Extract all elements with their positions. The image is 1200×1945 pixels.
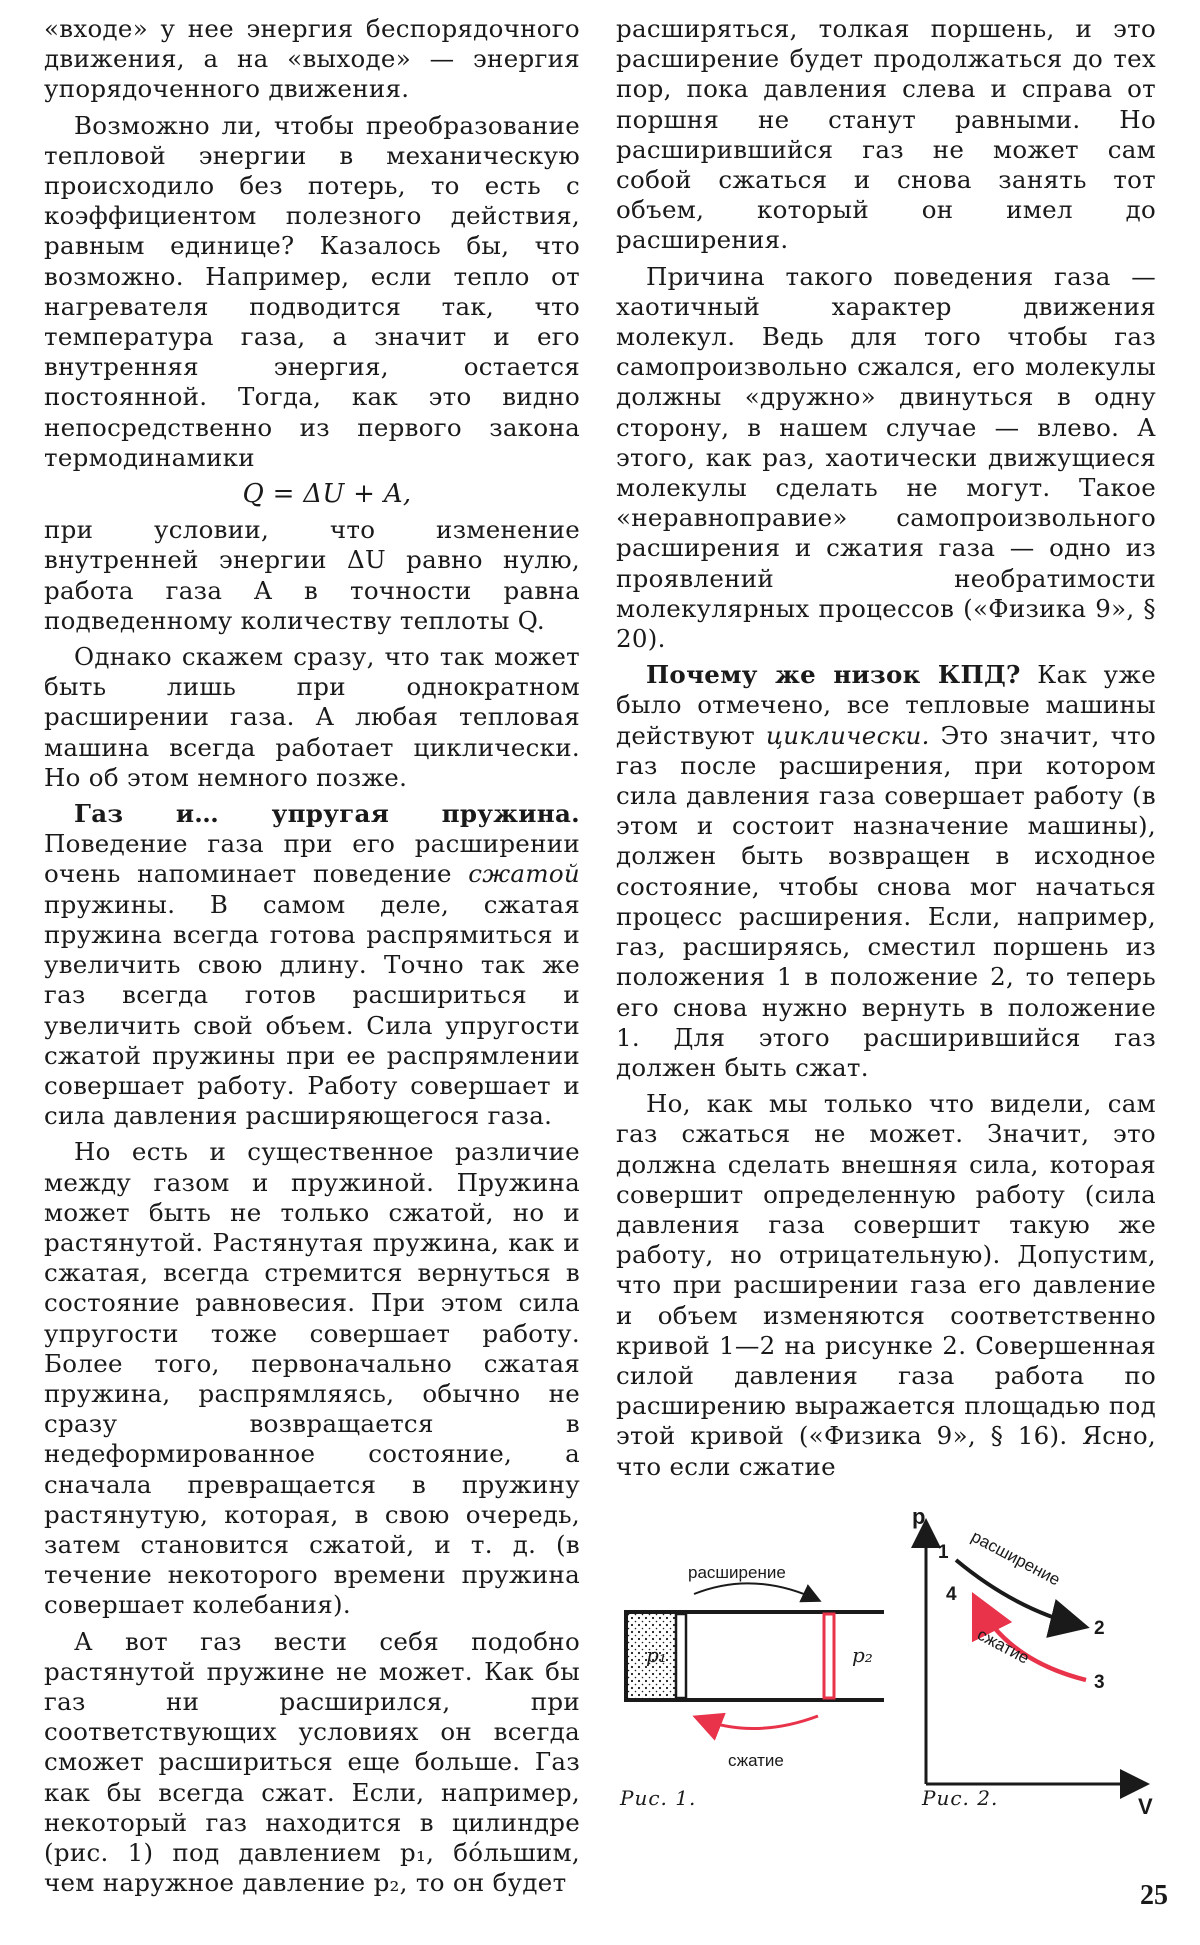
paragraph: Возможно ли, чтобы преобразование тепловой энергии в механическую происходило без потерь, то есть с коэффициентом полезного действия, равным единице? Казалось бы, что возможно. Например, если тепло от нагревателя подводится так, что температура газа, а значит и его внутренняя энергия, остается постоянной. Тогда, как это видно непосредственно из первого закона термодинамики (44, 110, 580, 472)
paragraph (616, 660, 1156, 1083)
left-column (44, 14, 580, 1898)
point-1-label: 1 (938, 1542, 949, 1563)
paragraph-text: Поведение газа при его расширении очень напоминает поведение (44, 829, 580, 889)
paragraph: при условии, что изменение внутренней энергии ΔU равно нулю, работа газа A в точности равна подведенному количеству теплоты Q. (44, 515, 580, 635)
paragraph (44, 799, 580, 1131)
paragraph: Но, как мы только что видели, сам газ сжаться не может. Значит, это должна сделать внешняя сила, которая совершит определенную работу (сила давления газа совершит такую же работу, но отрицательную). Допустим, что при расширении газа его давление и объем изменяются соответственно кривой 1—2 на рисунке 2. Совершенная силой давления газа работа по расширению выражается площадью под этой кривой («Физика 9», § 16). Ясно, что если сжатие (616, 1089, 1156, 1481)
fig2-expansion-label: расширение (968, 1526, 1064, 1590)
emphasis: сжатой (468, 859, 581, 889)
paragraph: А вот газ вести себя подобно растянутой пружине не может. Как бы газ ни расширился, при соответствующих условиях он всегда сможет расшириться еще больше. Газ как бы всегда сжат. Если, например, некоторый газ находится в цилиндре (рис. 1) под давлением p₁, бо́льшим, чем наружное давление p₂, то он будет (44, 1626, 580, 1898)
page-number: 25 (1140, 1880, 1168, 1911)
section-heading: Газ и… упругая пружина. (74, 799, 580, 829)
fig2-compression-label: сжатие (974, 1624, 1033, 1668)
piston-position-1 (676, 1614, 686, 1698)
compression-arrow (698, 1716, 818, 1729)
figures-area (616, 1490, 1156, 1820)
paragraph-text: пружины. В самом деле, сжатая пружина всегда готова распрямиться и увеличить свою длину. Точно так же газ всегда готов расшириться и увеличить свой объем. Сила упругости сжатой пружины при ее распрямлении совершает работу. Работу совершает и сила давления расширяющегося газа. (44, 889, 580, 1131)
fig1-p2-label: p₂ (852, 1643, 873, 1667)
paragraph: «входе» у нее энергия беспорядочного движения, а на «выходе» — энергия упорядоченного движения. (44, 14, 580, 104)
point-4-label: 4 (946, 1584, 957, 1605)
fig1-p1-label: p₁ (646, 1643, 667, 1667)
paragraph: расширяться, толкая поршень, и это расширение будет продолжаться до тех пор, пока давления слева и справа от поршня не станут равными. Но расширившийся газ не может сам собой сжаться и снова занять тот объем, который он имел до расширения. (616, 14, 1156, 255)
figure-1-cylinder (624, 1563, 884, 1770)
paragraph: Причина такого поведения газа — хаотичный характер движения молекул. Ведь для того чтобы газ самопроизвольно сжался, его молекулы должны «дружно» двинуться в одну сторону, в нашем случае — влево. А этого, как раз, хаотически движущиеся молекулы сделать не могут. Такое «неравноправие» самопроизвольного расширения и сжатия газа — одно из проявлений необратимости молекулярных процессов («Физика 9», § 20). (616, 261, 1156, 654)
formula: Q = ΔU + A, (242, 479, 412, 510)
paragraph: Но есть и существенное различие между газом и пружиной. Пружина может быть не только сжатой, но и растянутой. Растянутая пружина, как и сжатая, всегда стремится вернуться в состояние равновесия. При этом сила упругости тоже совершает работу. Более того, первоначально сжатая пружина, распрямляясь, обычно не сразу возвращается в недеформированное состояние, а сначала превращается в пружину растянутую, которая, в свою очередь, затем становится сжатой, и т. д. (в течение некоторого времени пружина совершает колебания). (44, 1137, 580, 1620)
paragraph: Однако скажем сразу, что так может быть лишь при однократном расширении газа. А любая тепловая машина всегда работает циклически. Но об этом немного позже. (44, 642, 580, 792)
section-heading: Почему же низок КПД? (646, 660, 1021, 690)
figure-1-caption: Рис. 1. (620, 1786, 697, 1810)
right-column (616, 14, 1156, 1482)
paragraph-text: Как уже было отмечено, все тепловые машины действуют (616, 660, 1156, 750)
piston-position-2 (824, 1614, 834, 1698)
v-axis-label: V (1138, 1794, 1153, 1819)
expansion-arrow (694, 1583, 818, 1600)
figures-svg (616, 1490, 1156, 1820)
figure-2-pv-diagram (912, 1504, 1153, 1819)
figure-2-caption: Рис. 2. (922, 1786, 999, 1810)
fig1-expansion-label: расширение (688, 1563, 786, 1582)
point-2-label: 2 (1094, 1618, 1105, 1639)
fig1-compression-label: сжатие (728, 1751, 784, 1770)
point-3-label: 3 (1094, 1672, 1105, 1693)
emphasis: циклически. (765, 720, 930, 750)
p-axis-label: p (912, 1504, 926, 1529)
paragraph-text: Это значит, что газ после расширения, при котором сила давления газа совершает работу (в этом и состоит назначение машины), должен быть возвращен в исходное состояние, чтобы снова мог начаться процесс расширения. Если, например, газ, расширяясь, сместил поршень из положения 1 в положение 2, то теперь его снова нужно вернуть в положение 1. Для этого расширившийся газ должен быть сжат. (616, 720, 1156, 1082)
